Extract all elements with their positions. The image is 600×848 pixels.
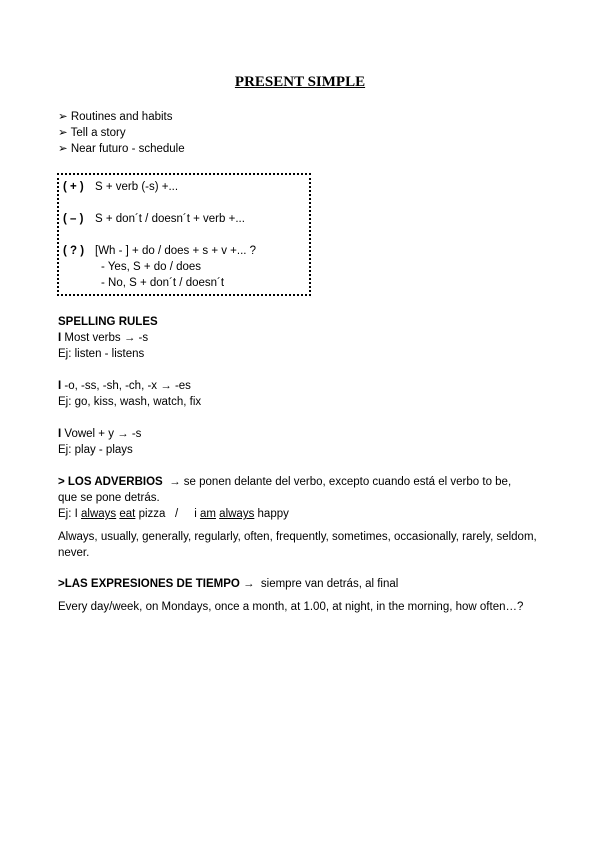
section-heading: SPELLING RULES bbox=[58, 316, 158, 328]
spelling-rule-2 bbox=[58, 378, 201, 410]
section-heading: >LAS EXPRESIONES DE TIEMPO bbox=[58, 578, 240, 590]
affirmative-label: ( + ) bbox=[63, 181, 84, 193]
rule: I Vowel + y → -s bbox=[58, 428, 142, 440]
arrow-icon: → bbox=[243, 578, 255, 590]
negative-form: S + don´t / doesn´t + verb +... bbox=[95, 213, 245, 225]
adverbs-list: Always, usually, generally, regularly, often, frequently, sometimes, occasionally, rarely, seldom, never. bbox=[58, 531, 537, 559]
uses-list bbox=[58, 109, 185, 157]
list-item: ➢ Tell a story bbox=[58, 127, 126, 139]
rule: I Most verbs → -s bbox=[58, 332, 149, 344]
rule-example: Ej: listen - listens bbox=[58, 348, 145, 360]
section-heading: > LOS ADVERBIOS bbox=[58, 476, 163, 488]
question-label: ( ? ) bbox=[63, 245, 85, 257]
rule-example: Ej: go, kiss, wash, watch, fix bbox=[58, 396, 202, 408]
page-title: PRESENT SIMPLE bbox=[234, 74, 366, 90]
spelling-rule-3 bbox=[58, 426, 141, 458]
rule-example: Ej: play - plays bbox=[58, 444, 133, 456]
forms-box bbox=[57, 173, 311, 296]
affirmative-form: S + verb (-s) +... bbox=[95, 181, 179, 193]
bullet-arrow-icon: ➢ bbox=[58, 111, 68, 123]
bullet-arrow-icon: ➢ bbox=[58, 127, 68, 139]
negative-label: ( – ) bbox=[63, 213, 84, 225]
time-expressions-section: >LAS EXPRESIONES DE TIEMPO → siempre van detrás, al final bbox=[58, 578, 399, 590]
bullet-arrow-icon: ➢ bbox=[58, 143, 68, 155]
list-item: ➢ Near futuro - schedule bbox=[58, 143, 185, 155]
arrow-icon: → bbox=[169, 476, 181, 488]
answer-yes: - Yes, S + do / does bbox=[101, 261, 202, 273]
spelling-rules bbox=[58, 314, 158, 362]
answer-no: - No, S + don´t / doesn´t bbox=[101, 277, 225, 289]
list-item: ➢ Routines and habits bbox=[58, 111, 173, 123]
rule: I -o, -ss, -sh, -ch, -x → -es bbox=[58, 380, 191, 392]
time-expressions-list: Every day/week, on Mondays, once a month, at 1.00, at night, in the morning, how often…? bbox=[58, 601, 524, 613]
adverbs-section: > LOS ADVERBIOS → se ponen delante del verbo, excepto cuando está el verbo to be, que se pone detrás. Ej: I always eat pizza / i am always happy bbox=[58, 476, 512, 520]
adverb-example: Ej: I always eat pizza / i am always happy bbox=[58, 508, 289, 520]
question-form: [Wh - ] + do / does + s + v +... ? bbox=[95, 245, 257, 257]
